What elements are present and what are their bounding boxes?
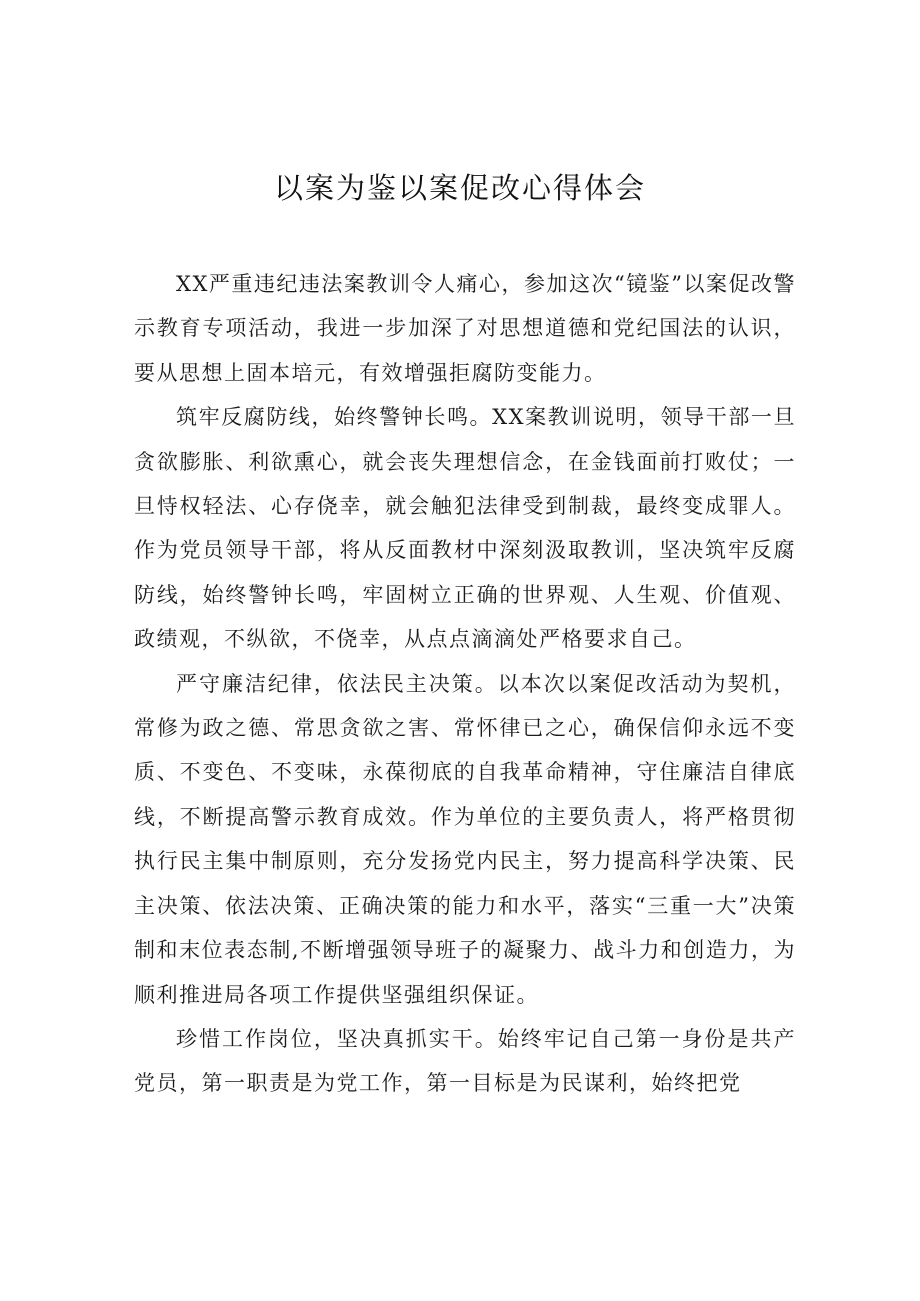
paragraph-work-post: 珍惜工作岗位，坚决真抓实干。始终牢记自己第一身份是共产党员，第一职责是为党工作，第一目标是为民谋利，始终把党 xyxy=(134,1026,796,1096)
paragraph-anti-corruption: 筑牢反腐防线，始终警钟长鸣。XX案教训说明，领导干部一旦贪欲膨胀、利欲熏心，就会丧失理想信念，在金钱面前打败仗；一旦恃权轻法、心存侥幸，就会触犯法律受到制裁，最终变成罪人。作为党员领导干部，将从反面教材中深刻汲取教训，坚决筑牢反腐防线，始终警钟长鸣，牢固树立正确的世界观、人生观、价值观、政绩观，不纵欲，不侥幸，从点点滴滴处严格要求自己。 xyxy=(134,405,796,652)
document-title: 以案为鉴以案促改心得体会 xyxy=(273,171,646,205)
document-body xyxy=(134,262,796,1106)
paragraph-intro: XX严重违纪违法案教训令人痛心，参加这次“镜鉴”以案促改警示教育专项活动，我进一步加深了对思想道德和党纪国法的认识，要从思想上固本培元，有效增强拒腐防变能力。 xyxy=(134,272,796,385)
paragraph-discipline: 严守廉洁纪律，依法民主决策。以本次以案促改活动为契机，常修为政之德、常思贪欲之害、常怀律已之心，确保信仰永远不变质、不变色、不变味，永葆彻底的自我革命精神，守住廉洁自律底线，不断提高警示教育成效。作为单位的主要负责人，将严格贯彻执行民主集中制原则，充分发扬党内民主，努力提高科学决策、民主决策、依法决策、正确决策的能力和水平，落实“三重一大”决策制和末位表态制,不断增强领导班子的凝聚力、战斗力和创造力，为顺利推进局各项工作提供坚强组织保证。 xyxy=(134,671,796,1007)
